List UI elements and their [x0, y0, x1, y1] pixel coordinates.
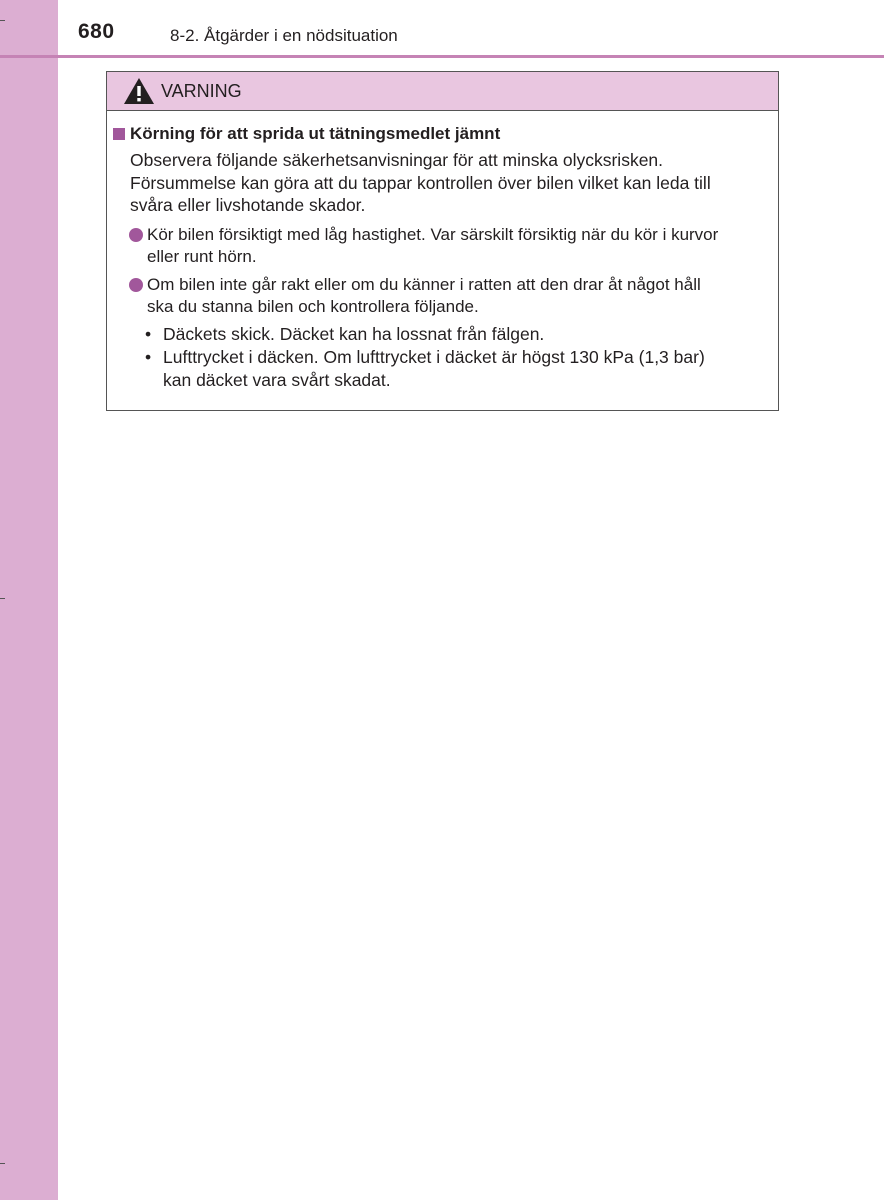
circle-bullet-icon [129, 228, 143, 242]
warning-box [106, 71, 779, 411]
intro-paragraph [130, 149, 770, 217]
square-bullet-icon [113, 128, 125, 140]
intro-line: Försummelse kan göra att du tappar kontrollen över bilen vilket kan leda till [130, 172, 711, 193]
crop-mark [0, 598, 5, 599]
warning-title: VARNING [161, 80, 242, 101]
sub-list-item-line: kan däcket vara svårt skadat. [163, 369, 391, 390]
sub-bullet: • [145, 347, 152, 367]
warning-heading-text: Körning för att sprida ut tätningsmedlet jämnt [130, 124, 501, 143]
sub-bullet: • [145, 324, 152, 344]
sub-list-item-line: Däckets skick. Däcket kan ha lossnat från fälgen. [163, 324, 545, 344]
section-title: 8-2. Åtgärder i en nödsituation [170, 26, 398, 45]
list-item-line: eller runt hörn. [147, 247, 257, 266]
intro-line: Observera följande säkerhetsanvisningar för att minska olycksrisken. [130, 150, 664, 170]
warning-heading [113, 124, 500, 144]
header-rule [0, 55, 884, 58]
circle-bullet-icon [129, 278, 143, 292]
crop-mark [0, 1163, 5, 1164]
intro-line: svåra eller livshotande skador. [130, 195, 366, 215]
warning-triangle-icon [123, 77, 155, 105]
warning-header [107, 72, 778, 111]
list-item-line: ska du stanna bilen och kontrollera följande. [147, 297, 479, 316]
list-item-line: Om bilen inte går rakt eller om du känner i ratten att den drar åt något håll [147, 275, 701, 294]
list-item-line: Kör bilen försiktigt med låg hastighet. Var särskilt försiktig när du kör i kurvor [147, 225, 719, 244]
sub-list-item-line: Lufttrycket i däcken. Om lufttrycket i däcket är högst 130 kPa (1,3 bar) [163, 347, 705, 367]
page-number: 680 [78, 20, 115, 43]
side-bar [0, 0, 58, 1200]
crop-mark [0, 20, 5, 21]
